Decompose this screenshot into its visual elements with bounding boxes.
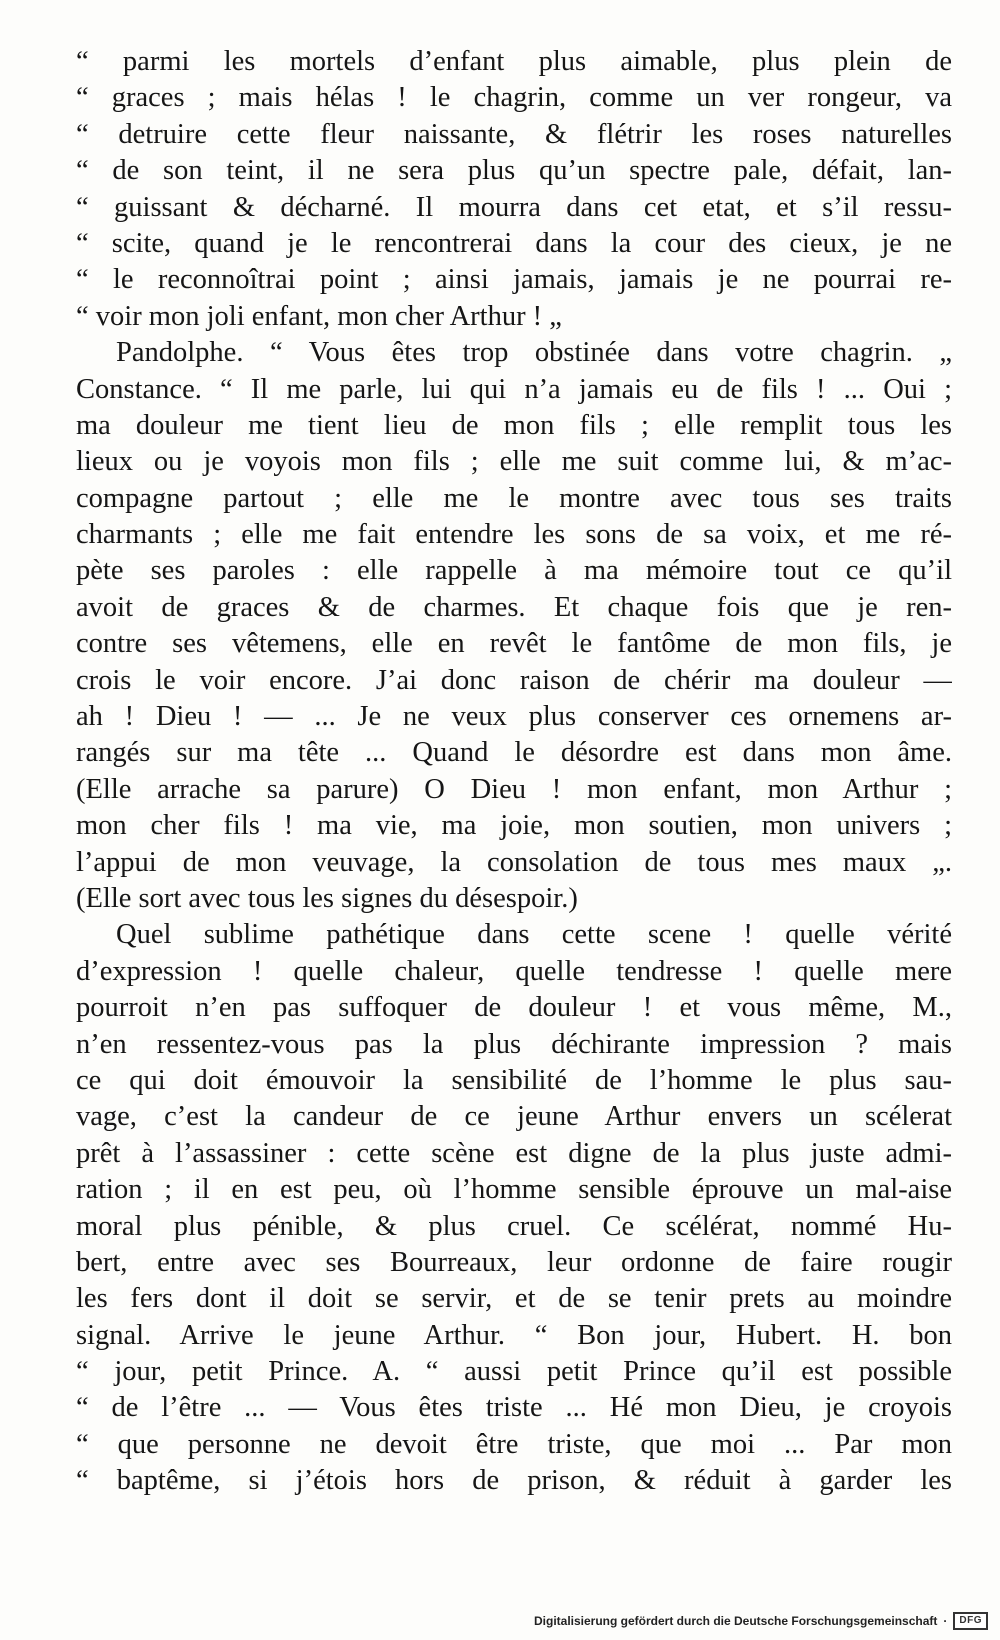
text-line: “ le reconnoîtrai point ; ainsi jamais, jamais je ne pourrai re-	[76, 264, 952, 296]
text-line: “ guissant & décharné. Il mourra dans cet etat, et s’il ressu-	[76, 191, 952, 223]
text-line: compagne partout ; elle me le montre avec tous ses traits	[76, 482, 952, 514]
text-line: mon cher fils ! ma vie, ma joie, mon soutien, mon univers ;	[76, 810, 952, 842]
text-line: “ scite, quand je le rencontrerai dans la cour des cieux, je ne	[76, 227, 952, 259]
text-line: l’appui de mon veuvage, la consolation de tous mes maux „.	[76, 846, 952, 878]
text-line: “ parmi les mortels d’enfant plus aimable, plus plein de	[76, 46, 952, 77]
digitization-credit: Digitalisierung gefördert durch die Deutsche Forschungsgemeinschaft · DFG	[534, 1610, 988, 1632]
text-line: contre ses vêtemens, elle en revêt le fantôme de mon fils, je	[76, 628, 952, 660]
text-line: “ graces ; mais hélas ! le chagrin, comme un ver rongeur, va	[76, 82, 952, 114]
text-line: ce qui doit émouvoir la sensibilité de l’homme le plus sau-	[76, 1064, 952, 1096]
text-line: ma douleur me tient lieu de mon fils ; elle remplit tous les	[76, 409, 952, 441]
text-line: pourroit n’en pas suffoquer de douleur ! et vous même, M.,	[76, 992, 952, 1024]
body-text	[76, 44, 952, 1500]
text-line: lieux ou je voyois mon fils ; elle me suit comme lui, & m’ac-	[76, 446, 952, 478]
text-line: rangés sur ma tête ... Quand le désordre est dans mon âme.	[76, 737, 952, 769]
text-line: “ de l’être ... — Vous êtes triste ... Hé mon Dieu, je croyois	[76, 1392, 952, 1424]
text-line: moral plus pénible, & plus cruel. Ce scélérat, nommé Hu-	[76, 1210, 952, 1242]
text-line: ah ! Dieu ! — ... Je ne veux plus conserver ces ornemens ar-	[76, 701, 952, 733]
text-line: “ baptême, si j’étois hors de prison, & réduit à garder les	[76, 1465, 952, 1497]
text-line: crois le voir encore. J’ai donc raison de chérir ma douleur —	[76, 664, 952, 696]
text-line: “ de son teint, il ne sera plus qu’un spectre pale, défait, lan-	[76, 155, 952, 187]
text-line: charmants ; elle me fait entendre les sons de sa voix, et me ré-	[76, 519, 952, 551]
text-line: (Elle arrache sa parure) O Dieu ! mon enfant, mon Arthur ;	[76, 773, 952, 805]
text-line: Quel sublime pathétique dans cette scene ! quelle vérité	[116, 919, 952, 951]
text-line: (Elle sort avec tous les signes du désespoir.)	[76, 882, 578, 914]
text-line: n’en ressentez-vous pas la plus déchirante impression ? mais	[76, 1028, 952, 1060]
credit-text: Digitalisierung gefördert durch die Deutsche Forschungsgemeinschaft	[533, 1614, 938, 1628]
text-line: d’expression ! quelle chaleur, quelle tendresse ! quelle mere	[76, 955, 952, 987]
text-line: pète ses paroles : elle rappelle à ma mémoire tout ce qu’il	[76, 555, 952, 587]
text-line: les fers dont il doit se servir, et de se tenir prets au moindre	[76, 1283, 952, 1315]
text-line: bert, entre avec ses Bourreaux, leur ordonne de faire rougir	[76, 1246, 952, 1278]
dfg-logo: DFG	[953, 1612, 988, 1630]
text-line: avoit de graces & de charmes. Et chaque fois que je ren-	[76, 591, 952, 623]
text-line: ration ; il en est peu, où l’homme sensible éprouve un mal-aise	[76, 1174, 952, 1206]
text-line: signal. Arrive le jeune Arthur. “ Bon jour, Hubert. H. bon	[76, 1319, 952, 1351]
text-line: vage, c’est la candeur de ce jeune Arthur envers un scélerat	[76, 1101, 952, 1133]
text-line: prêt à l’assassiner : cette scène est digne de la plus juste admi-	[76, 1137, 952, 1169]
text-line: “ detruire cette fleur naissante, & flétrir les roses naturelles	[76, 118, 952, 150]
text-line: Pandolphe. “ Vous êtes trop obstinée dans votre chagrin. „	[116, 337, 952, 369]
text-line: “ voir mon joli enfant, mon cher Arthur ! „	[76, 300, 562, 332]
text-line: Constance. “ Il me parle, lui qui n’a jamais eu de fils ! ... Oui ;	[76, 373, 952, 405]
text-line: “ que personne ne devoit être triste, que moi ... Par mon	[76, 1428, 952, 1460]
text-line: “ jour, petit Prince. A. “ aussi petit Prince qu’il est possible	[76, 1356, 952, 1388]
